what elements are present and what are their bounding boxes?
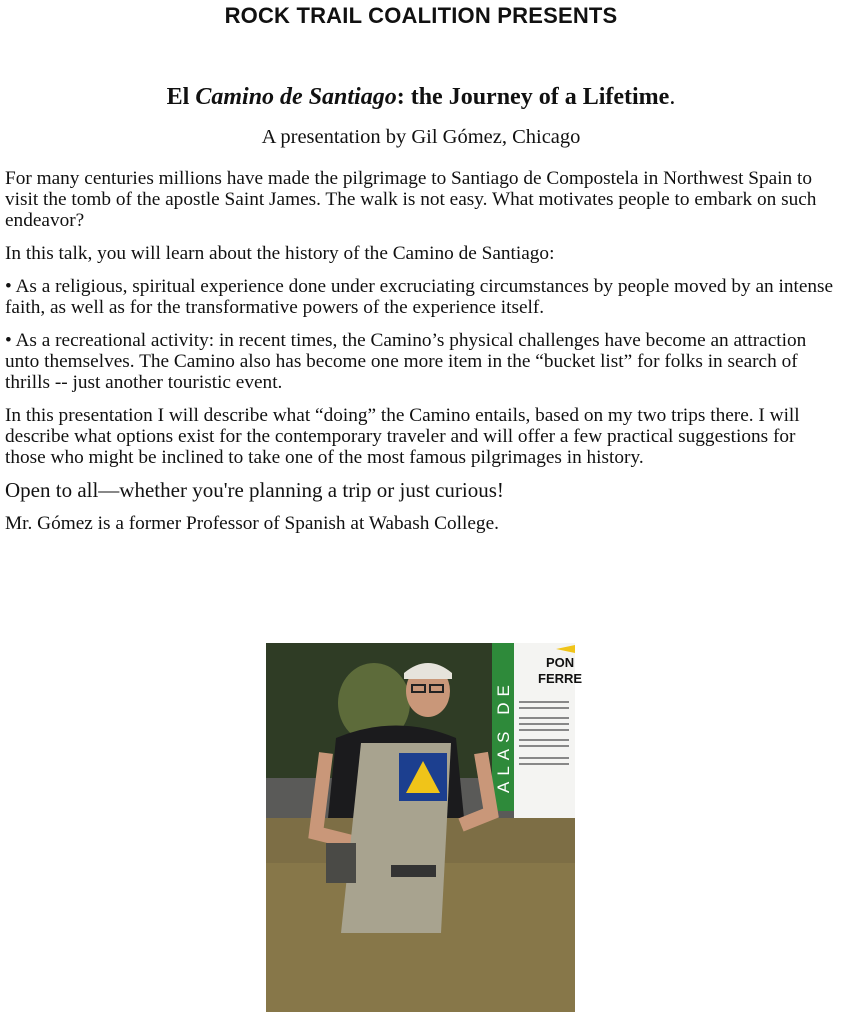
- paragraph: For many centuries millions have made the pilgrimage to Santiago de Compostela in Northwest Spain to visit the tomb of the apostle Saint James. The walk is not easy. What motivates people to embark on such endeavor?: [5, 168, 817, 231]
- bullet-item: • As a recreational activity: in recent times, the Camino’s physical challenges have become an attraction unto themselves. The Camino also has become one more item in the “bucket list” for folks in search of thrills -- just another touristic event.: [5, 330, 807, 393]
- organization-header: ROCK TRAIL COALITION PRESENTS: [224, 3, 618, 28]
- title-prefix: El: [166, 84, 196, 110]
- description: [5, 168, 839, 546]
- bio: Mr. Gómez is a former Professor of Spanish at Wabash College.: [5, 513, 499, 534]
- bullet-item: • As a religious, spiritual experience done under excruciating circumstances by people moved by an intense faith, as well as for the transformative powers of the experience itself.: [5, 276, 834, 318]
- sign-text: FERRE: [538, 671, 583, 686]
- sign-text: PON: [546, 655, 575, 670]
- event-subtitle: A presentation by Gil Gómez, Chicago: [261, 126, 581, 148]
- paragraph: In this talk, you will learn about the history of the Camino de Santiago:: [5, 243, 555, 264]
- presenter-photo: [266, 643, 583, 1012]
- paragraph: In this presentation I will describe what “doing” the Camino entails, based on my two trips there. I will describe what options exist for the contemporary traveler and will offer a few practical suggestions for those who might be inclined to take one of the most famous pilgrimages in history.: [5, 405, 800, 468]
- callout: Open to all—whether you're planning a trip or just curious!: [5, 478, 504, 502]
- title-period: .: [669, 84, 676, 110]
- title-suffix: : the Journey of a Lifetime: [396, 84, 670, 110]
- sign-vertical-text: ALAS DE: [494, 679, 513, 793]
- event-title: [0, 84, 842, 111]
- title-italic: Camino de Santiago: [195, 84, 397, 110]
